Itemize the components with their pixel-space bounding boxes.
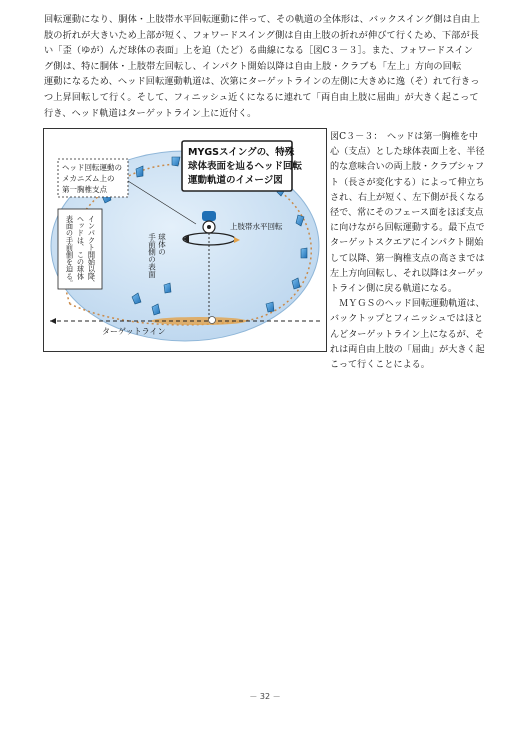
pivot-label-line3: 第一胸椎支点 <box>62 185 107 194</box>
pivot-label-line2: メカニズム上の <box>62 174 115 183</box>
diagram-title-line1: MYGSスイングの、特殊 <box>188 147 295 158</box>
club-head-icon <box>301 248 307 258</box>
caption-paragraph-2: ＭＹＧＳのヘッド回転運動軌道は、 バックトップとフィニッシュではほと んどターゲットライン上になるが、そ れは両自由上肢の「屈曲」が大きく起 こって行くことによる。 <box>330 299 485 371</box>
body-paragraph: 回転運動になり、胴体・上肢帯水平回転運動に伴って、その軌道の全体形は、バックスイング側は自由上 肢の折れが大きいため上部が短く、フォワードスイング側は自由上肢の折れが伸びて行くため、下部が長 い「歪（ゆが）んだ球体の表面」上を迫（たど）る曲線になる［図C３－３］。また、フォワードスイン グ側は、特に胴体・上肢帯左回転し、インパクト開始以降は自由上肢・クラブも「左上」方向の回転 運動になるため、ヘッド回転運動軌道は、次第にターゲットラインの左側に大きめに逸（そ）れて行きっ つ上昇回転して行く。そして、フィニッシュ近くになるに連れて「両自由上肢に屈曲」が大きく起こって 行き、ヘッド軌道はターゲットライン上に近付く。 <box>44 14 480 119</box>
figure-caption <box>330 130 490 373</box>
ball-icon <box>209 317 216 324</box>
svg-text:ヘッドは、この球体: ヘッドは、この球体 <box>76 215 86 280</box>
shoulder-rotation-label: 上肢帯水平回転 <box>230 222 283 231</box>
club-head-icon <box>164 283 171 293</box>
page-number: － 32 － <box>249 692 281 701</box>
trajectory-diagram <box>44 129 326 351</box>
diagram-title-line3: 運動軌道のイメージ図 <box>188 175 283 186</box>
svg-text:表面の手前側を迫る。: 表面の手前側を迫る。 <box>65 215 75 287</box>
caption-paragraph-1: 図C３－３： ヘッドは第一胸椎を中 心（支点）とした球体表面上を、半径 的な意味合いの両上肢・クラブシャフ ト（長さが変化する）によって伸立ち され、右上が短く、左下側が長くなる 径で、常にそのフェース面をほぼ支点 に向けながら回転運動する。最下点で ターゲットスクエアにインパクト開始 して以降、第一胸椎支点の高さまでは 左上方向回転し、それ以降はターゲッ トライン側に戻る軌道になる。 <box>330 132 485 295</box>
svg-text:インパクト開始以降、: インパクト開始以降、 <box>87 215 97 287</box>
target-line-label: ターゲットライン <box>102 327 166 336</box>
svg-text:手前側の表面: 手前側の表面 <box>147 233 157 278</box>
figure-c3-3 <box>43 128 327 352</box>
pivot-label-line1: ヘッド回転運動の <box>62 163 122 172</box>
diagram-title-line2: 球体表面を辿るヘッド回転 <box>188 161 303 172</box>
target-arrow-icon <box>50 318 56 324</box>
svg-text:球体の: 球体の <box>157 233 167 256</box>
after-impact-label <box>66 214 97 287</box>
